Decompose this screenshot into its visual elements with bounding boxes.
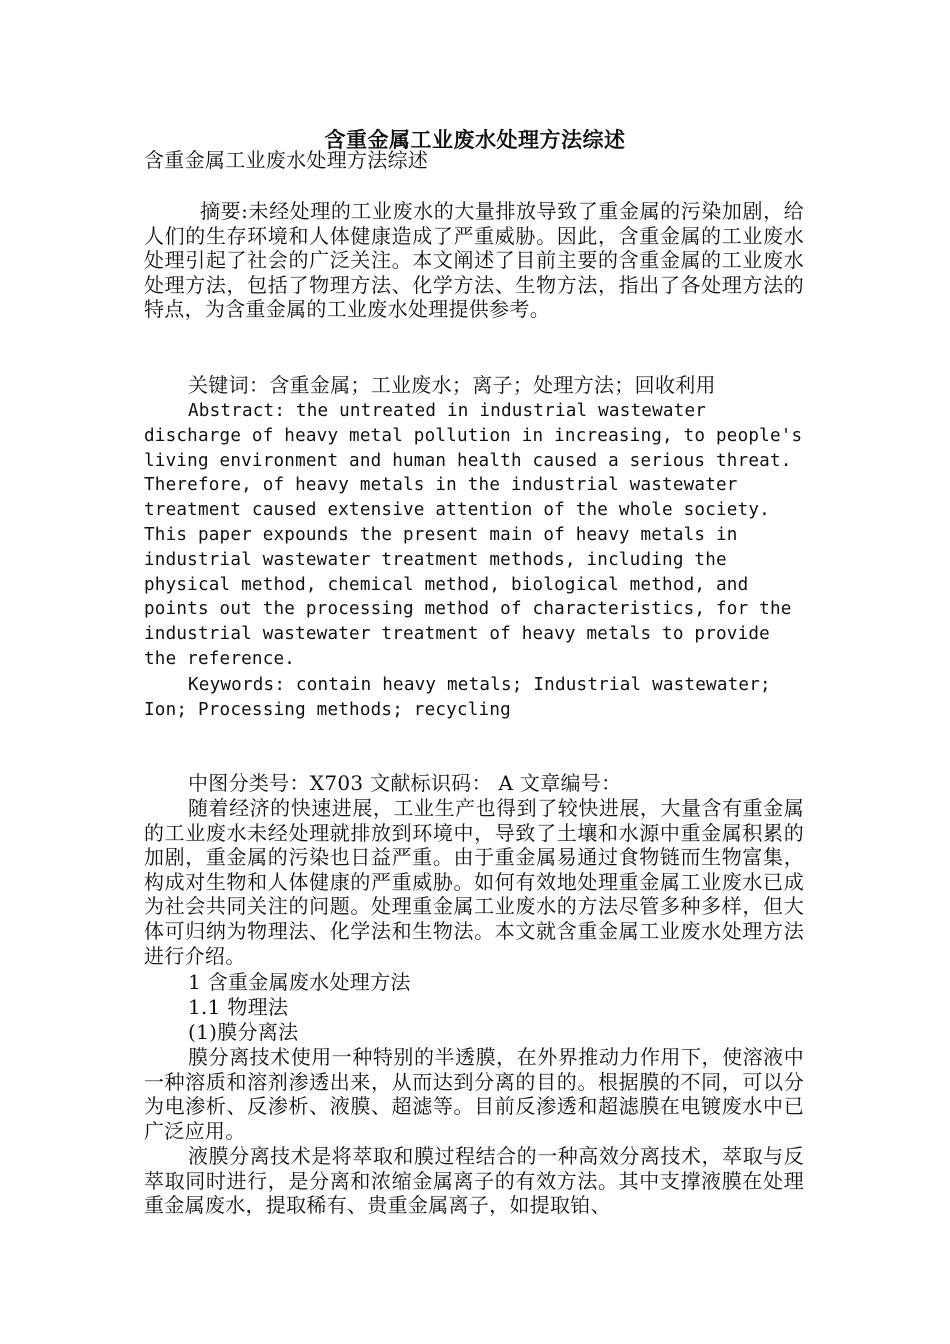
liquid-membrane-paragraph: 液膜分离技术是将萃取和膜过程结合的一种高效分离技术，萃取与反萃取同时进行，是分离和浓缩金属离子的有效方法。其中支撑液膜在处理重金属废水，提取稀有、贵重金属离子，如提取铂、 <box>144 1144 804 1218</box>
membrane-paragraph: 膜分离技术使用一种特别的半透膜，在外界推动力作用下，使溶液中一种溶质和溶剂渗透出来，从而达到分离的目的。根据膜的不同，可以分为电渗析、反渗析、液膜、超滤等。目前反渗透和超滤膜在电镀废水中已广泛应用。 <box>144 1045 804 1143</box>
intro-paragraph: 随着经济的快速进展，工业生产也得到了较快进展，大量含有重金属的工业废水未经处理就排放到环境中，导致了土壤和水源中重金属积累的加剧，重金属的污染也日益严重。由于重金属易通过食物链而生物富集，构成对生物和人体健康的严重威胁。如何有效地处理重金属工业废水已成为社会共同关注的问题。处理重金属工业废水的方法尽管多种多样，但大体可归纳为物理法、化学法和生物法。本文就含重金属工业废水处理方法进行介绍。 <box>144 796 804 968</box>
section-heading-1-1: 1.1 物理法 <box>188 995 289 1019</box>
classification-line: 中图分类号：X703 文献标识码： A 文章编号： <box>188 771 622 795</box>
keywords-en: Keywords: contain heavy metals; Industrial wastewater; Ion; Processing methods; recycling <box>144 675 771 720</box>
abstract-cn: 摘要:未经处理的工业废水的大量排放导致了重金属的污染加剧，给人们的生存环境和人体健康造成了严重威胁。因此，含重金属的工业废水处理引起了社会的广泛关注。本文阐述了目前主要的含重金属的工业废水处理方法，包括了物理方法、化学方法、生物方法，指出了各处理方法的特点，为含重金属的工业废水处理提供参考。 <box>144 199 804 322</box>
abstract-en: Abstract: the untreated in industrial wastewater discharge of heavy metal pollution in increasing, to people's living environment and human health caused a serious threat. Therefore, of heavy metals in the industrial wastewater treatment caused extensive attention of the whole society. This paper expounds the present main of heavy metals in industrial wastewater treatment methods, including the physical method, chemical method, biological method, and points out the processing method of characteristics, for the industrial wastewater treatment of heavy metals to provide the reference. <box>144 401 803 669</box>
document-title: 含重金属工业废水处理方法综述 <box>324 127 626 152</box>
section-heading-1: 1 含重金属废水处理方法 <box>188 970 411 994</box>
document-subtitle: 含重金属工业废水处理方法综述 <box>144 148 429 172</box>
keywords-cn: 关键词：含重金属；工业废水；离子；处理方法；回收利用 <box>188 373 716 397</box>
item-heading-membrane: (1)膜分离法 <box>188 1020 299 1044</box>
